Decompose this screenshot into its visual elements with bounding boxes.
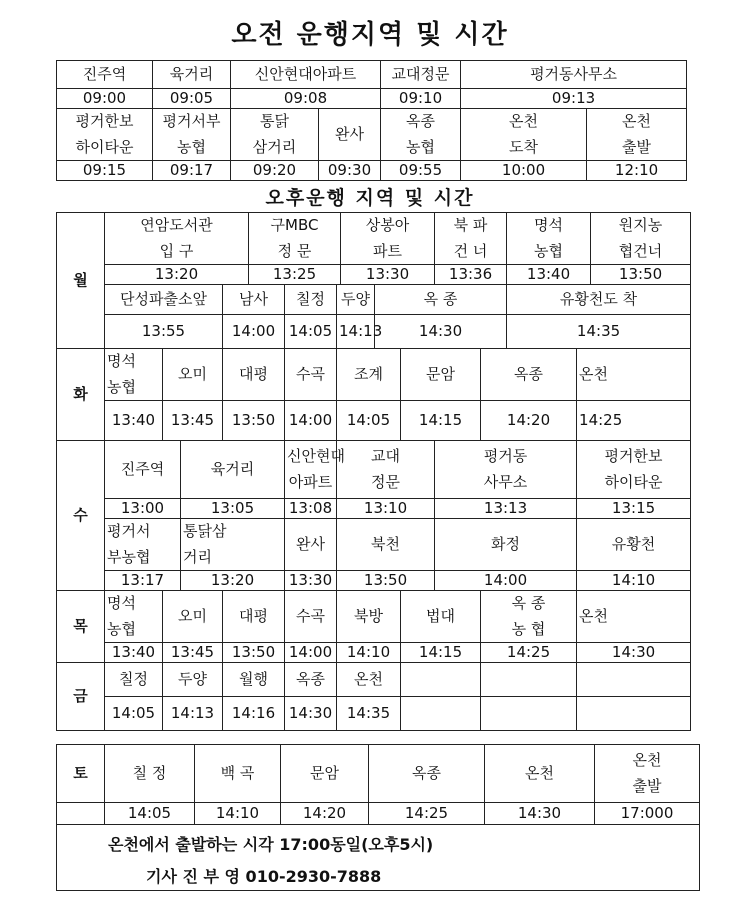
time-cell: 13:50 bbox=[223, 643, 285, 663]
time-cell: 14:25 bbox=[577, 401, 691, 441]
time-cell: 14:20 bbox=[281, 803, 369, 825]
stop-cell: 신안현대아파트 bbox=[231, 61, 381, 89]
empty-cell bbox=[577, 663, 691, 697]
time-cell: 09:55 bbox=[381, 161, 461, 181]
afternoon-schedule-table bbox=[56, 212, 691, 731]
day-label-friday: 금 bbox=[57, 663, 105, 731]
time-cell: 13:08 bbox=[285, 499, 337, 519]
stop-cell: 신안현대 아파트 bbox=[285, 441, 337, 499]
stop-cell: 온천 출발 bbox=[587, 109, 687, 161]
time-cell: 09:05 bbox=[153, 89, 231, 109]
time-cell: 14:20 bbox=[481, 401, 577, 441]
stop-cell: 칠정 bbox=[105, 663, 163, 697]
time-cell: 14:15 bbox=[401, 401, 481, 441]
time-cell: 13:05 bbox=[181, 499, 285, 519]
stop-cell: 옥 종 bbox=[375, 285, 507, 315]
stop-cell: 북방 bbox=[337, 591, 401, 643]
stop-cell: 북 파 건 너 bbox=[435, 213, 507, 265]
time-cell: 14:16 bbox=[223, 697, 285, 731]
stop-cell: 조계 bbox=[337, 349, 401, 401]
time-cell: 09:13 bbox=[461, 89, 687, 109]
empty-cell bbox=[57, 803, 105, 825]
time-cell: 14:05 bbox=[105, 803, 195, 825]
time-cell: 14:05 bbox=[285, 315, 337, 349]
stop-cell: 육거리 bbox=[153, 61, 231, 89]
stop-cell: 단성파출소앞 bbox=[105, 285, 223, 315]
time-cell: 13:55 bbox=[105, 315, 223, 349]
time-cell: 14:00 bbox=[285, 643, 337, 663]
time-cell: 09:00 bbox=[57, 89, 153, 109]
stop-cell: 두양 bbox=[337, 285, 375, 315]
stop-cell: 온천 출발 bbox=[595, 745, 700, 803]
time-cell: 14:25 bbox=[481, 643, 577, 663]
stop-cell: 상봉아 파트 bbox=[341, 213, 435, 265]
stop-cell: 백 곡 bbox=[195, 745, 281, 803]
time-cell: 14:15 bbox=[401, 643, 481, 663]
time-cell: 14:30 bbox=[375, 315, 507, 349]
time-cell: 12:10 bbox=[587, 161, 687, 181]
time-cell: 14:05 bbox=[105, 697, 163, 731]
stop-cell: 완사 bbox=[285, 519, 337, 571]
time-cell: 14:35 bbox=[337, 697, 401, 731]
time-cell: 13:13 bbox=[435, 499, 577, 519]
departure-note: 온천에서 출발하는 시각 17:00동일(오후5시) bbox=[108, 835, 434, 854]
stop-cell: 평거서 부농협 bbox=[105, 519, 181, 571]
time-cell: 13:45 bbox=[163, 643, 223, 663]
time-cell: 13:36 bbox=[435, 265, 507, 285]
time-cell: 13:20 bbox=[105, 265, 249, 285]
stop-cell: 옥종 농협 bbox=[381, 109, 461, 161]
time-cell: 14:00 bbox=[223, 315, 285, 349]
stop-cell: 북천 bbox=[337, 519, 435, 571]
time-cell: 13:10 bbox=[337, 499, 435, 519]
stop-cell: 진주역 bbox=[57, 61, 153, 89]
stop-cell: 화정 bbox=[435, 519, 577, 571]
empty-cell bbox=[401, 663, 481, 697]
time-cell: 09:10 bbox=[381, 89, 461, 109]
time-cell: 14:25 bbox=[369, 803, 485, 825]
stop-cell: 두양 bbox=[163, 663, 223, 697]
stop-cell: 평거동 사무소 bbox=[435, 441, 577, 499]
morning-title: 오전 운행지역 및 시간 bbox=[231, 20, 509, 50]
empty-cell bbox=[481, 663, 577, 697]
time-cell: 14:30 bbox=[285, 697, 337, 731]
day-label-monday: 월 bbox=[57, 213, 105, 349]
time-cell: 14:10 bbox=[337, 643, 401, 663]
stop-cell: 법대 bbox=[401, 591, 481, 643]
stop-cell: 명석 농협 bbox=[105, 591, 163, 643]
stop-cell: 평거서부 농협 bbox=[153, 109, 231, 161]
stop-cell: 남사 bbox=[223, 285, 285, 315]
time-cell: 17:000 bbox=[595, 803, 700, 825]
day-label-thursday: 목 bbox=[57, 591, 105, 663]
stop-cell: 수곡 bbox=[285, 349, 337, 401]
stop-cell: 대평 bbox=[223, 349, 285, 401]
stop-cell: 구MBC 정 문 bbox=[249, 213, 341, 265]
stop-cell: 칠 정 bbox=[105, 745, 195, 803]
time-cell: 13:20 bbox=[181, 571, 285, 591]
stop-cell: 옥종 bbox=[481, 349, 577, 401]
stop-cell: 온천 bbox=[577, 591, 691, 643]
time-cell: 14:05 bbox=[337, 401, 401, 441]
stop-cell: 교대정문 bbox=[381, 61, 461, 89]
time-cell: 13:17 bbox=[105, 571, 181, 591]
stop-cell: 문암 bbox=[401, 349, 481, 401]
stop-cell: 유황천 bbox=[577, 519, 691, 571]
stop-cell: 진주역 bbox=[105, 441, 181, 499]
time-cell: 14:13 bbox=[337, 315, 375, 349]
time-cell: 13:30 bbox=[341, 265, 435, 285]
stop-cell: 평거한보 하이타운 bbox=[57, 109, 153, 161]
stop-cell: 온천 bbox=[485, 745, 595, 803]
time-cell: 09:15 bbox=[57, 161, 153, 181]
morning-schedule-table bbox=[56, 60, 687, 181]
stop-cell: 수곡 bbox=[285, 591, 337, 643]
time-cell: 14:13 bbox=[163, 697, 223, 731]
day-label-tuesday: 화 bbox=[57, 349, 105, 441]
stop-cell: 대평 bbox=[223, 591, 285, 643]
stop-cell: 연암도서관 입 구 bbox=[105, 213, 249, 265]
time-cell: 13:40 bbox=[507, 265, 591, 285]
time-cell: 14:00 bbox=[285, 401, 337, 441]
time-cell: 13:45 bbox=[163, 401, 223, 441]
time-cell: 14:35 bbox=[507, 315, 691, 349]
stop-cell: 통닭 삼거리 bbox=[231, 109, 319, 161]
stop-cell: 유황천도 착 bbox=[507, 285, 691, 315]
stop-cell: 교대 정문 bbox=[337, 441, 435, 499]
time-cell: 13:40 bbox=[105, 401, 163, 441]
time-cell: 13:50 bbox=[223, 401, 285, 441]
stop-cell: 오미 bbox=[163, 349, 223, 401]
time-cell: 13:25 bbox=[249, 265, 341, 285]
time-cell: 10:00 bbox=[461, 161, 587, 181]
time-cell: 14:10 bbox=[195, 803, 281, 825]
time-cell: 14:30 bbox=[485, 803, 595, 825]
stop-cell: 명석 농협 bbox=[507, 213, 591, 265]
afternoon-title: 오후운행 지역 및 시간 bbox=[265, 187, 475, 209]
day-label-wednesday: 수 bbox=[57, 441, 105, 591]
stop-cell: 문암 bbox=[281, 745, 369, 803]
empty-cell bbox=[401, 697, 481, 731]
time-cell: 13:00 bbox=[105, 499, 181, 519]
day-label-saturday: 토 bbox=[57, 745, 105, 803]
stop-cell: 원지농 협건너 bbox=[591, 213, 691, 265]
stop-cell: 온천 bbox=[577, 349, 691, 401]
time-cell: 13:30 bbox=[285, 571, 337, 591]
stop-cell: 칠정 bbox=[285, 285, 337, 315]
stop-cell: 옥종 bbox=[369, 745, 485, 803]
time-cell: 14:00 bbox=[435, 571, 577, 591]
stop-cell: 옥 종 농 협 bbox=[481, 591, 577, 643]
stop-cell: 명석 농협 bbox=[105, 349, 163, 401]
driver-contact: 기사 진 부 영 010-2930-7888 bbox=[146, 867, 382, 886]
time-cell: 09:20 bbox=[231, 161, 319, 181]
stop-cell: 오미 bbox=[163, 591, 223, 643]
time-cell: 09:08 bbox=[231, 89, 381, 109]
stop-cell: 통닭삼 거리 bbox=[181, 519, 285, 571]
stop-cell: 육거리 bbox=[181, 441, 285, 499]
time-cell: 13:50 bbox=[337, 571, 435, 591]
stop-cell: 온천 도착 bbox=[461, 109, 587, 161]
stop-cell: 평거동사무소 bbox=[461, 61, 687, 89]
empty-cell bbox=[481, 697, 577, 731]
stop-cell: 완사 bbox=[319, 109, 381, 161]
time-cell: 13:50 bbox=[591, 265, 691, 285]
stop-cell: 옥종 bbox=[285, 663, 337, 697]
empty-cell bbox=[577, 697, 691, 731]
time-cell: 14:30 bbox=[577, 643, 691, 663]
time-cell: 09:17 bbox=[153, 161, 231, 181]
time-cell: 14:10 bbox=[577, 571, 691, 591]
time-cell: 13:40 bbox=[105, 643, 163, 663]
time-cell: 09:30 bbox=[319, 161, 381, 181]
stop-cell: 평거한보 하이타운 bbox=[577, 441, 691, 499]
time-cell: 13:15 bbox=[577, 499, 691, 519]
stop-cell: 온천 bbox=[337, 663, 401, 697]
stop-cell: 월행 bbox=[223, 663, 285, 697]
